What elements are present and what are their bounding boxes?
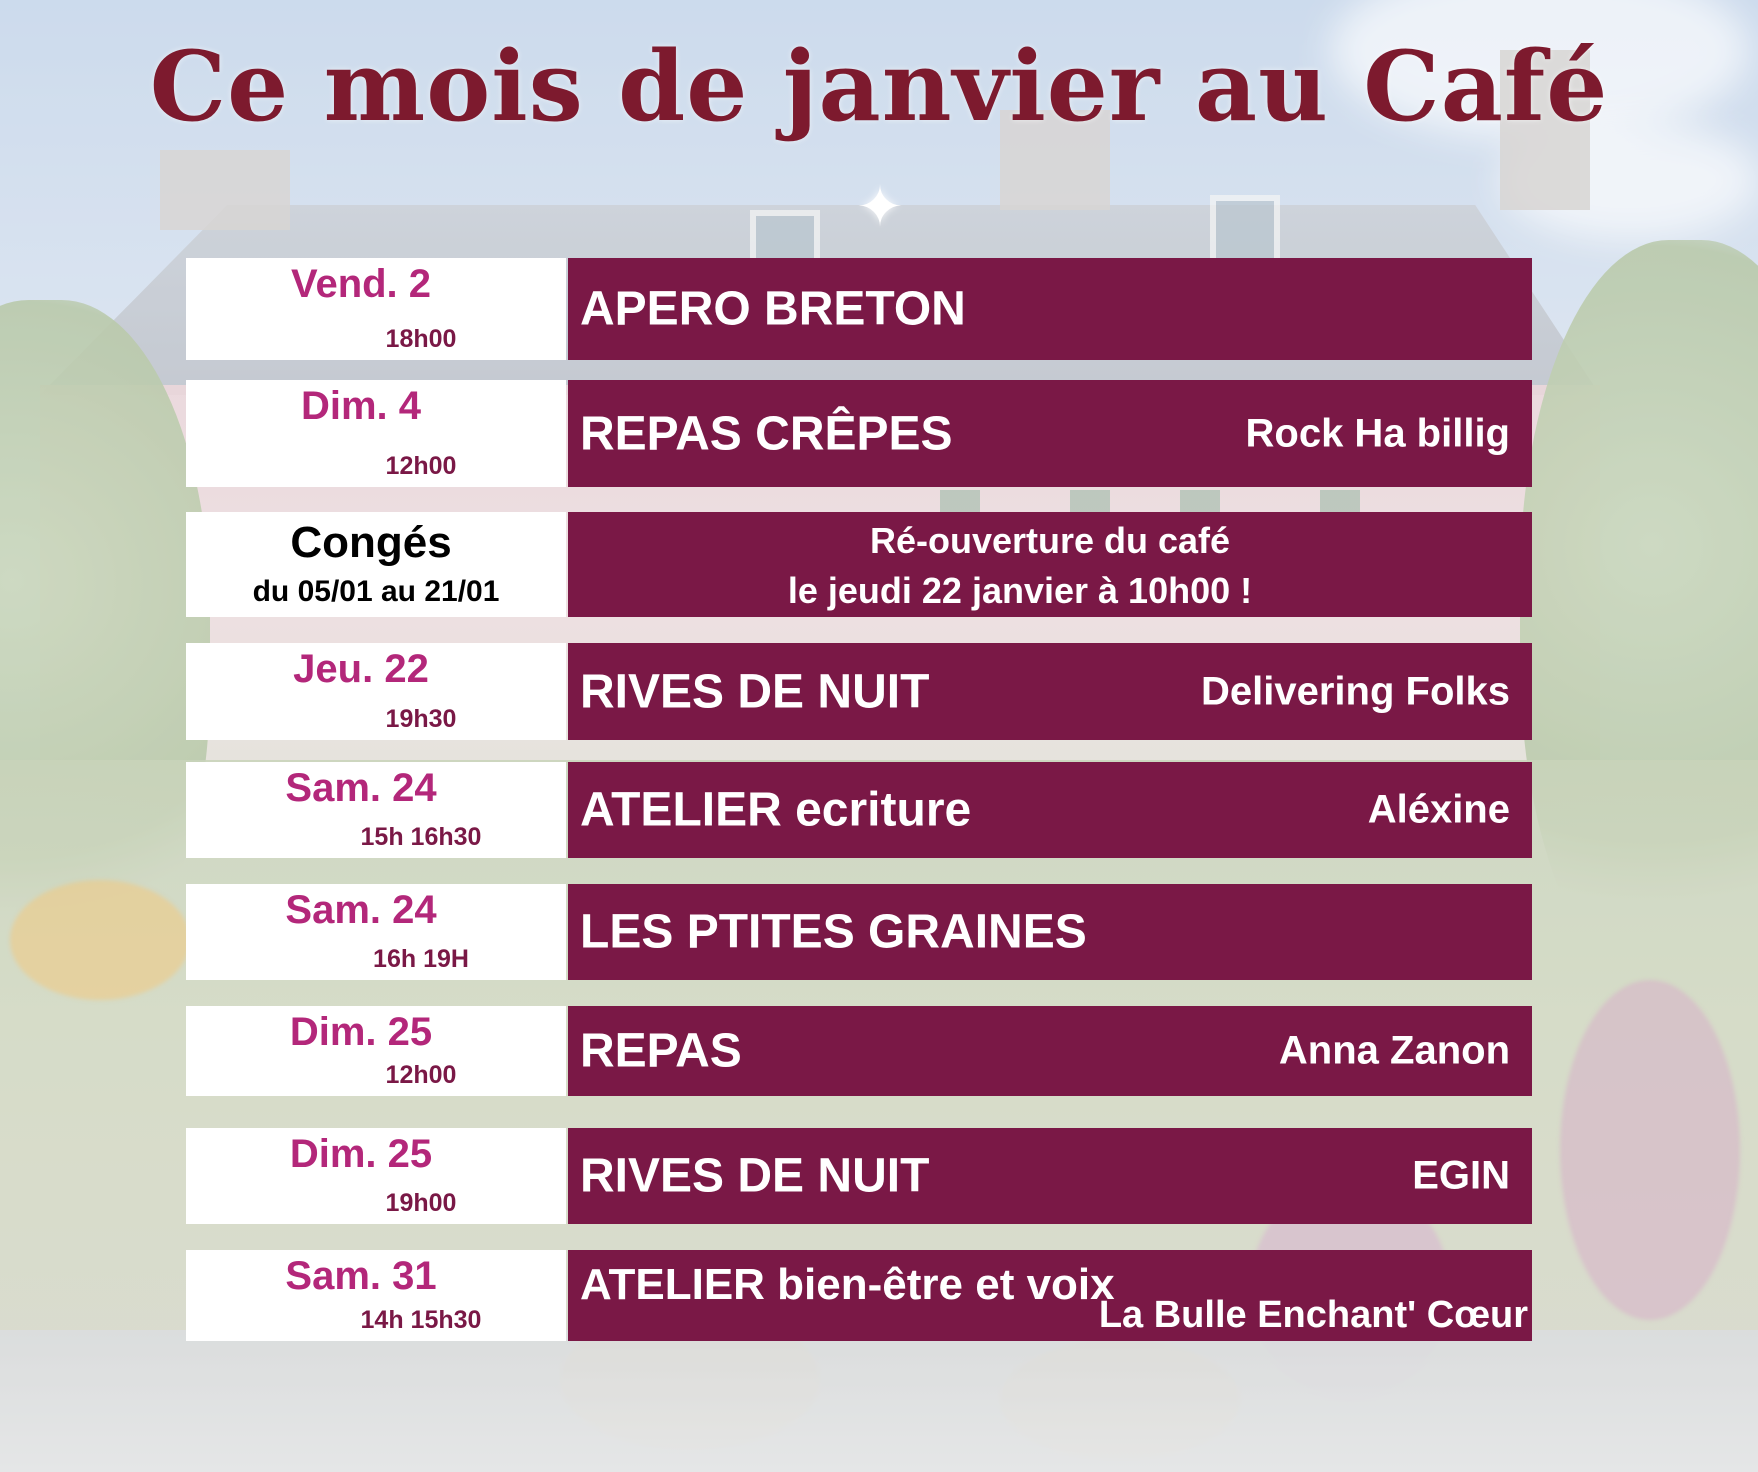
closure-dates: du 05/01 au 21/01 <box>252 575 500 608</box>
closure-message-box <box>568 512 1532 617</box>
closure-row <box>186 512 1532 617</box>
event-row <box>186 258 1532 360</box>
event-time: 16h 19H <box>373 945 469 973</box>
event-day: Dim. 25 <box>289 1010 433 1054</box>
sparkle-icon: ✦ <box>856 175 904 240</box>
event-box <box>568 1250 1532 1341</box>
event-row <box>186 762 1532 858</box>
event-time: 12h00 <box>385 1061 457 1089</box>
event-day: Dim. 4 <box>300 384 422 428</box>
event-time: 12h00 <box>385 452 457 480</box>
event-artist: Rock Ha billig <box>1245 411 1510 455</box>
event-day: Sam. 24 <box>285 888 437 932</box>
event-time: 18h00 <box>385 325 457 353</box>
date-box <box>186 643 566 740</box>
reopening-line-1: Ré-ouverture du café <box>869 520 1231 561</box>
event-title: REPAS CRÊPES <box>580 407 953 460</box>
closure-date-box <box>186 512 566 617</box>
event-title: ATELIER ecriture <box>580 783 972 837</box>
event-row <box>186 884 1532 980</box>
page-title: Ce mois de janvier au Café <box>149 30 1609 143</box>
event-title: REPAS <box>580 1024 742 1078</box>
event-time: 15h 16h30 <box>360 823 482 851</box>
event-day: Jeu. 22 <box>293 647 429 691</box>
event-box <box>568 258 1532 360</box>
event-day: Vend. 2 <box>290 262 432 306</box>
event-day: Sam. 24 <box>285 766 437 810</box>
event-box <box>568 1128 1532 1224</box>
event-artist: Anna Zanon <box>1278 1028 1510 1073</box>
event-day: Dim. 25 <box>289 1132 433 1176</box>
closure-label: Congés <box>290 518 452 567</box>
event-artist: Delivering Folks <box>1201 669 1510 713</box>
event-title: RIVES DE NUIT <box>580 665 930 718</box>
event-artist: Aléxine <box>1367 787 1510 832</box>
event-title: RIVES DE NUIT <box>580 1149 930 1203</box>
date-box <box>186 380 566 487</box>
event-row <box>186 1006 1532 1096</box>
event-row <box>186 643 1532 740</box>
date-box <box>186 884 566 980</box>
event-artist: La Bulle Enchant' Cœur <box>1098 1294 1528 1336</box>
event-title: APERO BRETON <box>580 282 966 336</box>
event-time: 19h30 <box>385 705 457 733</box>
event-box <box>568 380 1532 487</box>
event-row <box>186 380 1532 487</box>
event-title: LES PTITES GRAINES <box>580 905 1087 959</box>
date-box <box>186 1006 566 1096</box>
event-box <box>568 762 1532 858</box>
event-box <box>568 1006 1532 1096</box>
event-row <box>186 1128 1532 1224</box>
event-time: 14h 15h30 <box>360 1306 482 1334</box>
event-box <box>568 884 1532 980</box>
date-box <box>186 1128 566 1224</box>
event-title: ATELIER bien-être et voix <box>580 1260 1115 1309</box>
event-box <box>568 643 1532 740</box>
event-artist: EGIN <box>1412 1153 1510 1198</box>
event-day: Sam. 31 <box>285 1254 437 1298</box>
date-box <box>186 1250 566 1341</box>
reopening-line-2: le jeudi 22 janvier à 10h00 ! <box>787 570 1253 611</box>
date-box <box>186 258 566 360</box>
event-time: 19h00 <box>385 1189 457 1217</box>
date-box <box>186 762 566 858</box>
event-row <box>186 1250 1532 1341</box>
